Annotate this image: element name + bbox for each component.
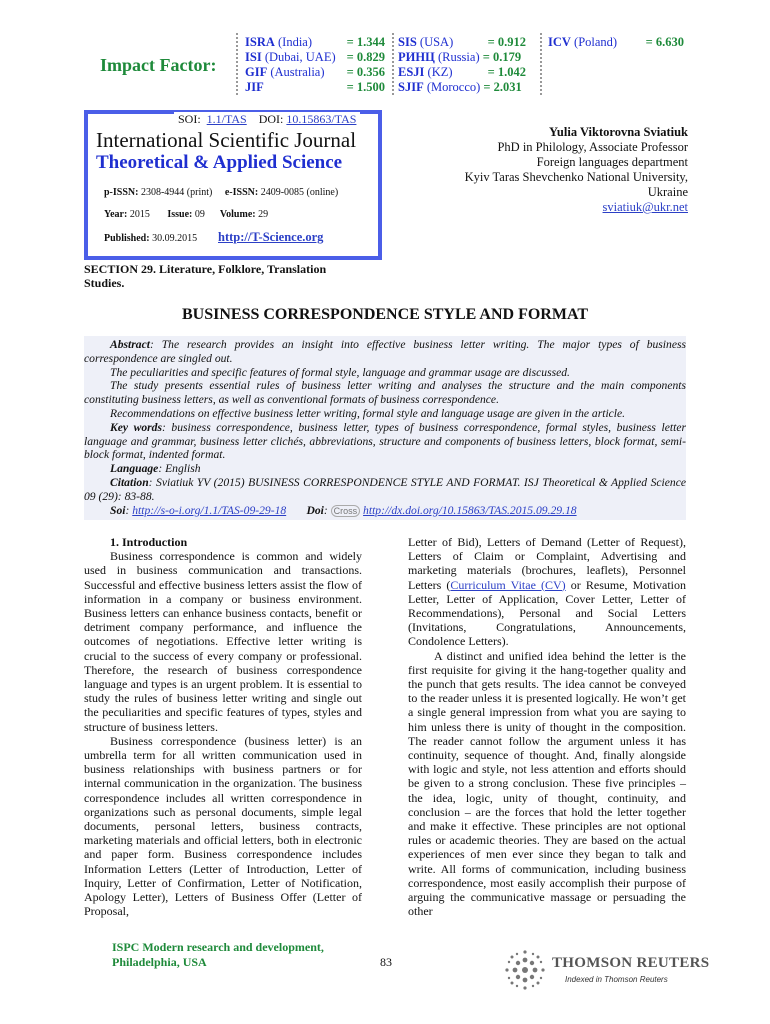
author-line: Ukraine	[647, 185, 688, 199]
thomson-reuters-logo-icon	[503, 948, 547, 992]
author-email[interactable]: sviatiuk@ukr.net	[602, 200, 688, 214]
page-number: 83	[380, 955, 392, 969]
crossref-logo: Cross	[331, 505, 361, 517]
paragraph: Business correspondence (business letter) is an umbrella term for all written communication used in business relationships with business partners or for internal communication in the organization. The business correspondence includes all written correspondence in organizations such as personal documents, simple legal documents, personal letters, business contracts, marketing materials and official letters, both in electronic and paper form. Business correspondence includes Information Letters (Letter of Introduction, Letter of Inquiry, Letter of Confirmation, Letter of Notification, Apology Letter), Letters of Business Offer (Letter of Proposal,	[84, 733, 362, 919]
soi-url[interactable]: http://s-o-i.org/1.1/TAS-09-29-18	[132, 503, 287, 517]
journal-ids: SOI: 1.1/TAS DOI: 10.15863/TAS	[174, 112, 360, 127]
thomson-reuters-subtitle: Indexed in Thomson Reuters	[565, 975, 668, 984]
paragraph: A distinct and unified idea behind the letter is the first requisite for giving it the hang-together quality and the punch that gets results. The idea cannot be conveyed to the reader unless it is presented logically. He won’t get a single general impression from what you are saying to him unless there is unity of thought in the composition. The reader cannot follow the argument unless it has continuity, sequence of thought. And, finally alongside with logic and style, not less attention and efforts should be given to a strong conclusion. These five principles – the idea, logic, unity of thought, continuity, and conclusion – are the forces that hold the letter together and make it effective. These principles are not optional rules or academic theories. They are based on the actual experiences of men ever since they began to talk and write. All forms of communication, including business correspondence, most easily accomplish their purpose of arguing the communicative massage or persuading the other	[408, 648, 686, 919]
factor-icv: ICV (Poland) = 6.630	[548, 35, 684, 49]
factor-isra: ISRA (India) = 1.344	[245, 35, 385, 49]
body-right-column	[408, 535, 686, 918]
section-label: SECTION 29. Literature, Folklore, Translation Studies.	[84, 262, 327, 290]
impact-factors-col1	[245, 35, 385, 95]
factor-gif: GIF (Australia) = 0.356	[245, 65, 385, 79]
factor-rinc: РИНЦ (Russia) = 0.179	[398, 50, 522, 64]
factor-esji: ESJI (KZ) = 1.042	[398, 65, 526, 79]
intro-heading: 1. Introduction	[110, 535, 188, 549]
article-title: BUSINESS CORRESPONDENCE STYLE AND FORMAT	[182, 306, 588, 323]
author-line: PhD in Philology, Associate Professor	[497, 140, 688, 154]
site-link[interactable]: http://T-Science.org	[218, 230, 324, 244]
factor-sjif: SJIF (Morocco) = 2.031	[398, 80, 522, 94]
paragraph: Letter of Bid), Letters of Demand (Letter of Request), Letters of Claim or Complaint, Advertising and marketing materials (brochures, leaflets), Personnel Letters (Curriculum Vitae (CV) or Resume, Motivation Letter, Letter of Application, Cover Letter, Letter of Recommendations), Personal and Social Letters (Invitations, Congratulations, Announcements, Condolence Letters).	[408, 535, 686, 649]
published-line: Published: 30.09.2015	[104, 233, 198, 244]
author-line: Kyiv Taras Shevchenko National University,	[464, 170, 688, 184]
cv-link[interactable]: Curriculum Vitae (CV)	[450, 577, 566, 592]
issn-line: p-ISSN: 2308-4944 (print) e-ISSN: 2409-0085 (online)	[104, 187, 339, 198]
factor-jif: JIF = 1.500	[245, 80, 385, 94]
paragraph: Business correspondence is common and widely used in business communication and transactions. Successful and effective business letters assist the flow of information in a company or business environment. Business letters can enhance business contacts, benefit or detriment company performance, and influence the outcomes of negotiations. Effective letter writing is crucial to the success of every company or professional. Therefore, the research of business correspondence language and types is an urgent problem. It is essential to study the rules of business letter writing and single out the peculiarities and specific features of types, styles and structure of business letters.	[84, 549, 362, 734]
doi-link[interactable]: 10.15863/TAS	[286, 112, 357, 126]
journal-info-box	[84, 110, 382, 260]
author-info	[465, 125, 688, 215]
abstract-block: Abstract: The research provides an insight into effective business letter writing. The major types of business correspondence are singled out. The peculiarities and specific features of formal style, language and grammar usage are discussed. The study presents essential rules of business letter writing and analyses the structure and the main components constituting business letters, as well as conventional formats of business correspondence. Recommendations on effective business letter writing, formal style and language usage are given in the article. Key words: business correspondence, business letter, types of business correspondence, formal styles, business letter language and grammar, business letter clichés, abbreviations, structure and components of business letters, block format, semi-block format, indented format. Language: English Citation: Sviatiuk YV (2015) BUSINESS CORRESPONDENCE STYLE AND FORMAT. ISJ Theoretical & Applied Science 09 (29): 83-88. Soi: http://s-o-i.org/1.1/TAS-09-29-18 Doi: Cross http://dx.doi.org/10.15863/TAS.2015.09.29.18	[84, 336, 686, 520]
doi-url[interactable]: http://dx.doi.org/10.15863/TAS.2015.09.29.18	[363, 503, 577, 517]
journal-subtitle: Theoretical & Applied Science	[96, 152, 343, 173]
factor-sis: SIS (USA) = 0.912	[398, 35, 526, 49]
divider	[392, 33, 394, 95]
issue-line: Year: 2015 Issue: 09 Volume: 29	[104, 209, 269, 220]
thomson-reuters-brand: THOMSON REUTERS	[552, 955, 710, 971]
footer-conference: ISPC Modern research and development, Philadelphia, USA	[112, 940, 324, 969]
impact-factors-col3	[548, 35, 684, 50]
body-left-column	[84, 535, 362, 918]
divider	[540, 33, 542, 95]
divider	[236, 33, 238, 95]
author-name: Yulia Viktorovna Sviatiuk	[549, 125, 688, 139]
factor-isi: ISI (Dubai, UAE) = 0.829	[245, 50, 385, 64]
author-line: Foreign languages department	[536, 155, 688, 169]
impact-factor-label: Impact Factor:	[100, 55, 217, 75]
journal-title: International Scientific Journal	[96, 128, 357, 152]
soi-link[interactable]: 1.1/TAS	[206, 112, 247, 126]
impact-factors-col2	[398, 35, 526, 95]
